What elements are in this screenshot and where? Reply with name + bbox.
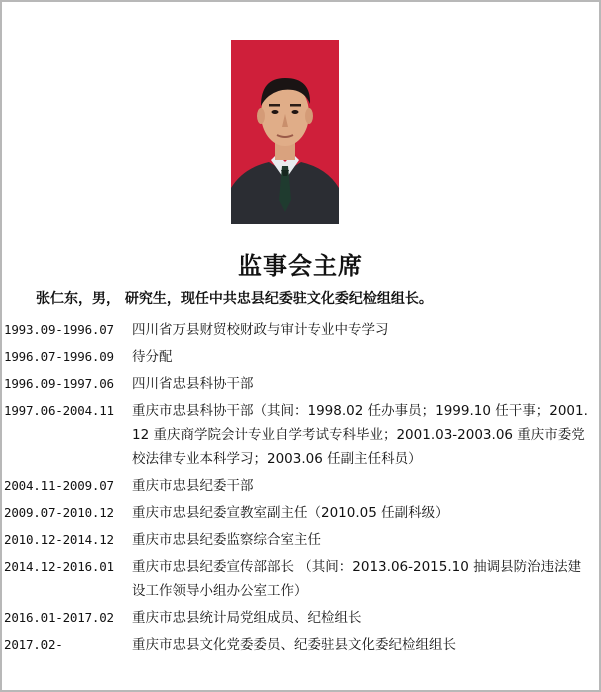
career-row (4, 318, 596, 342)
career-description: 重庆市忠县科协干部（其间：1998.02 任办事员；1999.10 任干事；2001.12 重庆商学院会计专业自学考试专科毕业；2001.03-2003.06 重庆市委党校法律专业本科学习；2003.06 任副主任科员） (132, 403, 588, 467)
intro-text: 张仁东，男， 研究生，现任中共忠县纪委驻文化委纪检组组长。 (36, 291, 433, 307)
career-period: 2016.01-2017.02 (4, 610, 114, 625)
career-period: 2014.12-2016.01 (4, 559, 114, 574)
career-period: 1996.09-1997.06 (4, 376, 114, 391)
career-row (4, 606, 596, 630)
career-row (4, 501, 596, 525)
career-row (4, 633, 596, 657)
career-description: 重庆市忠县纪委干部 (132, 478, 254, 494)
career-period: 1996.07-1996.09 (4, 349, 114, 364)
career-row (4, 555, 596, 603)
career-period: 2004.11-2009.07 (4, 478, 114, 493)
career-period: 2009.07-2010.12 (4, 505, 114, 520)
career-description: 重庆市忠县纪委宣传部部长 （其间：2013.06-2015.10 抽调县防治违法建设工作领导小组办公室工作） (132, 559, 582, 599)
career-description: 四川省万县财贸校财政与审计专业中专学习 (132, 322, 389, 338)
career-row (4, 399, 596, 471)
career-list (4, 318, 596, 660)
career-description: 四川省忠县科协干部 (132, 376, 254, 392)
career-description: 待分配 (132, 349, 173, 365)
career-period: 1997.06-2004.11 (4, 403, 114, 418)
career-description: 重庆市忠县文化党委委员、纪委驻县文化委纪检组组长 (132, 637, 456, 653)
career-row (4, 345, 596, 369)
career-row (4, 474, 596, 498)
career-period: 1993.09-1996.07 (4, 322, 114, 337)
career-description: 重庆市忠县纪委宣教室副主任（2010.05 任副科级） (132, 505, 449, 521)
career-description: 重庆市忠县统计局党组成员、纪检组长 (132, 610, 362, 626)
career-row (4, 372, 596, 396)
career-row (4, 528, 596, 552)
career-description: 重庆市忠县纪委监察综合室主任 (132, 532, 321, 548)
career-period: 2010.12-2014.12 (4, 532, 114, 547)
portrait-photo (231, 40, 339, 224)
page-title: 监事会主席 (238, 251, 363, 280)
career-period: 2017.02- (4, 637, 63, 652)
